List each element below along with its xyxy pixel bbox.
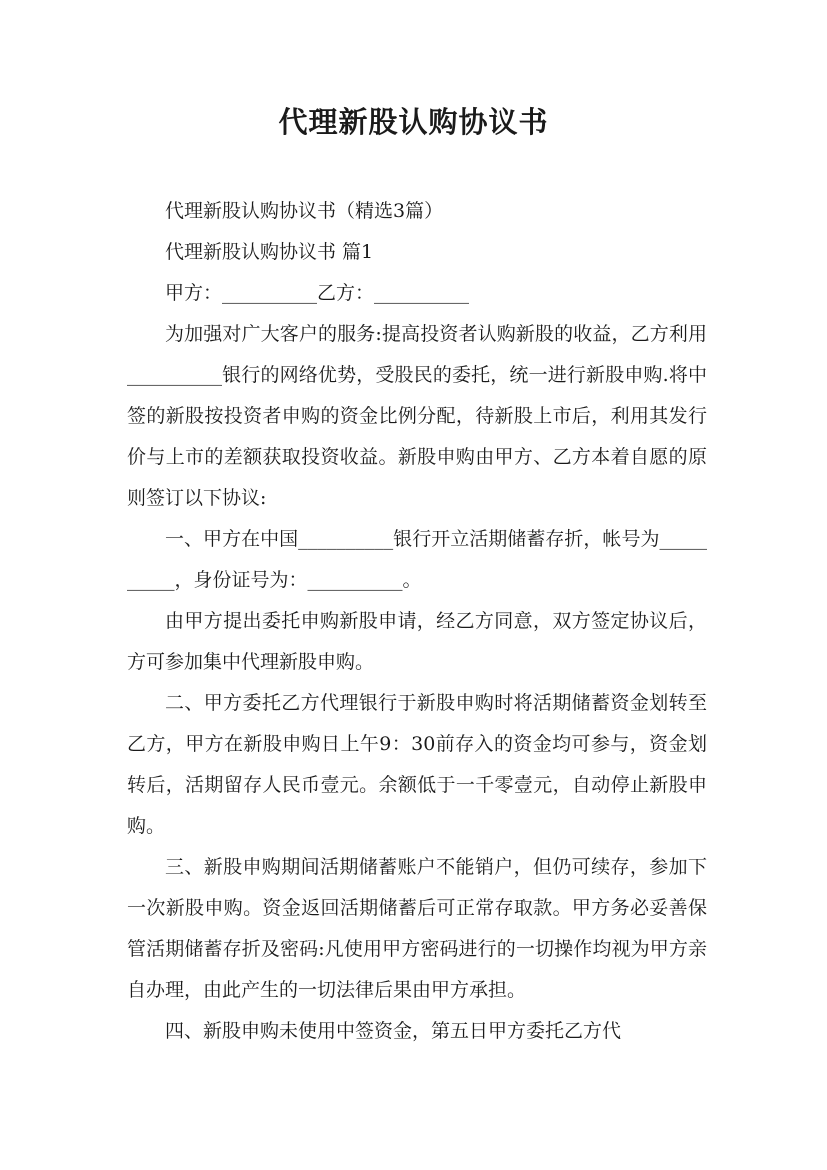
paragraph-parties: 甲方：__________乙方：__________	[165, 282, 470, 304]
paragraph-article-heading: 代理新股认购协议书 篇1	[165, 241, 374, 263]
document-body	[127, 191, 707, 1052]
paragraph-preamble: 为加强对广大客户的服务:提高投资者认购新股的收益，乙方利用__________银行的网络优势，受股民的委托，统一进行新股申购.将中签的新股按投资者申购的资金比例分配，待新股上市后，利用其发行价与上市的差额获取投资收益。新股申购由甲方、乙方本着自愿的原则签订以下协议:	[127, 323, 707, 509]
paragraph-clause-2: 二、甲方委托乙方代理银行于新股申购时将活期储蓄资金划转至乙方，甲方在新股申购日上午9：30前存入的资金均可参与，资金划转后，活期留存人民币壹元。余额低于一千零壹元，自动停止新股申购。	[127, 692, 707, 837]
document-title: 代理新股认购协议书	[278, 105, 549, 139]
paragraph-clause-4: 四、新股申购未使用中签资金，第五日甲方委托乙方代	[165, 1020, 622, 1042]
paragraph-clause-1-application: 由甲方提出委托申购新股申请，经乙方同意，双方签定协议后，方可参加集中代理新股申购。	[127, 610, 707, 673]
paragraph-selection-note: 代理新股认购协议书（精选3篇）	[165, 200, 444, 222]
paragraph-clause-1: 一、甲方在中国__________银行开立活期储蓄存折，帐号为__________，身份证号为：__________。	[127, 528, 707, 591]
paragraph-clause-3: 三、新股申购期间活期储蓄账户不能销户，但仍可续存，参加下一次新股申购。资金返回活期储蓄后可正常存取款。甲方务必妥善保管活期储蓄存折及密码:凡使用甲方密码进行的一切操作均视为甲方亲自办理，由此产生的一切法律后果由甲方承担。	[127, 856, 707, 1001]
